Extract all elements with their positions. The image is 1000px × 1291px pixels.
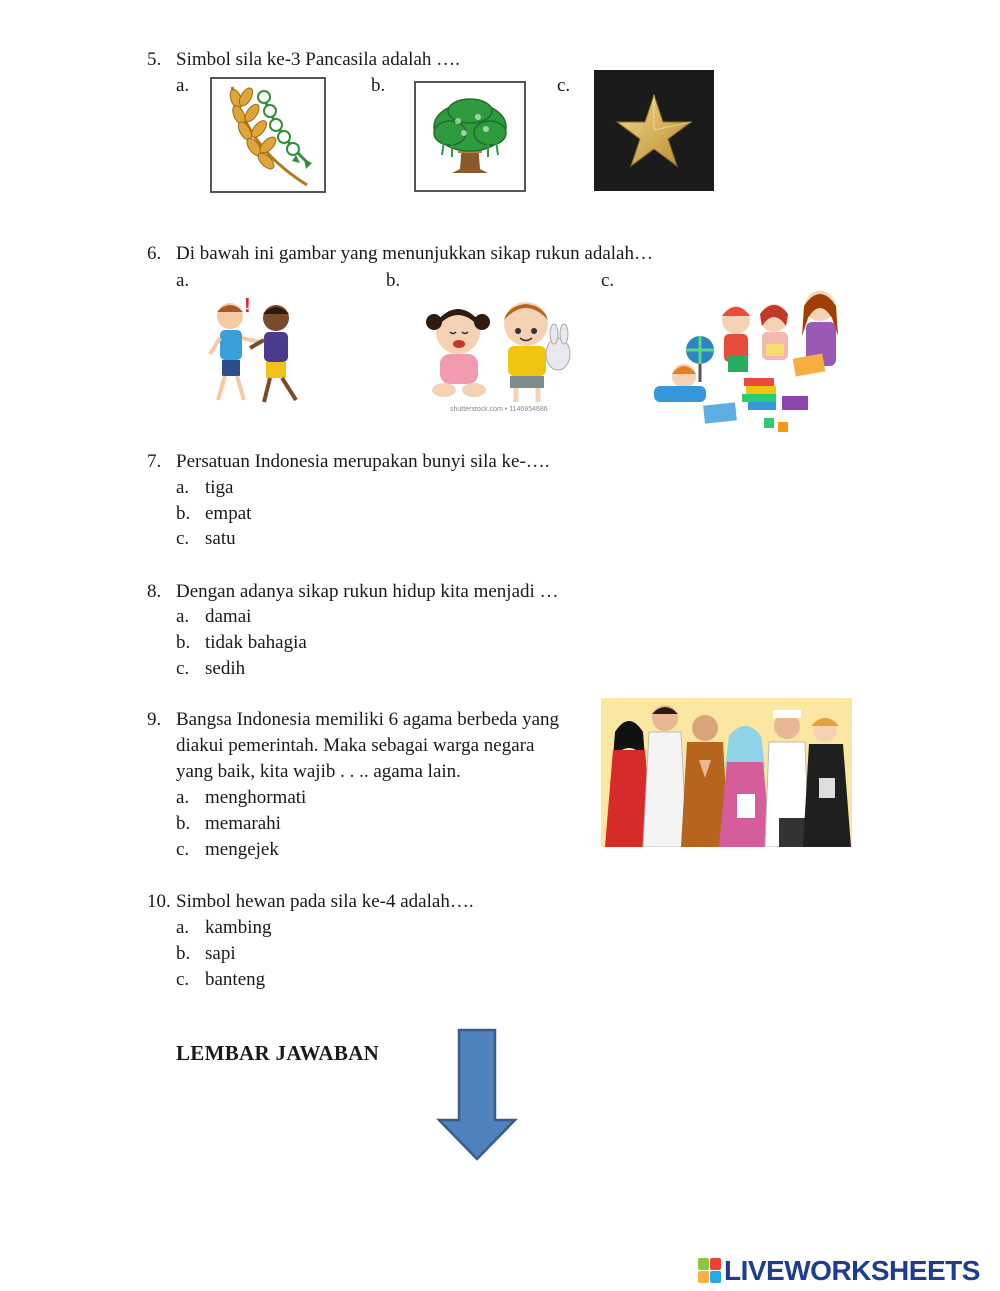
option-letter-a: a. [176, 787, 190, 808]
question-text: Simbol hewan pada sila ke-4 adalah…. [176, 891, 474, 912]
option-letter-b: b. [386, 270, 401, 291]
option-letter-a: a. [176, 917, 190, 938]
question-number: 10. [147, 891, 171, 912]
question-text-line-2: diakui pemerintah. Maka sebagai warga negara [176, 735, 535, 756]
option-b-text[interactable]: tidak bahagia [205, 632, 307, 653]
option-letter-b: b. [176, 943, 191, 964]
question-number: 7. [147, 451, 162, 472]
option-a-text[interactable]: menghormati [205, 787, 307, 808]
liveworksheets-logo[interactable] [698, 1255, 996, 1289]
option-a-image[interactable] [204, 292, 316, 408]
option-letter-a: a. [176, 606, 190, 627]
option-letter-b: b. [176, 503, 191, 524]
question-text: Simbol sila ke-3 Pancasila adalah …. [176, 49, 460, 70]
option-b-image[interactable] [414, 81, 526, 192]
question-text: Di bawah ini gambar yang menunjukkan sikap rukun adalah… [176, 243, 653, 264]
question-number: 5. [147, 49, 162, 70]
question-text-line-1: Bangsa Indonesia memiliki 6 agama berbeda yang [176, 709, 560, 730]
question-number: 8. [147, 581, 162, 602]
option-c-text[interactable]: banteng [205, 969, 266, 990]
question-text: Persatuan Indonesia merupakan bunyi sila ke-…. [176, 451, 550, 472]
religions-image [601, 698, 852, 847]
boys-fighting-illustration [204, 292, 316, 408]
option-c-image[interactable] [644, 278, 856, 444]
option-letter-a: a. [176, 270, 190, 291]
option-c-text[interactable]: mengejek [205, 839, 279, 860]
answer-sheet-heading: LEMBAR JAWABAN [176, 1041, 380, 1065]
option-letter-b: b. [176, 813, 191, 834]
option-b-image[interactable] [416, 292, 580, 418]
option-b-text[interactable]: memarahi [205, 813, 281, 834]
option-letter-c: c. [557, 75, 571, 96]
option-letter-c: c. [601, 270, 615, 291]
option-letter-a: a. [176, 477, 190, 498]
six-religions-people-illustration [601, 698, 852, 847]
down-arrow-icon [436, 1028, 518, 1162]
option-a-text[interactable]: tiga [205, 477, 234, 498]
option-a-text[interactable]: damai [205, 606, 252, 627]
bintang-emas-icon [594, 70, 714, 191]
option-letter-b: b. [176, 632, 191, 653]
padi-kapas-icon [212, 79, 324, 191]
option-b-text[interactable]: sapi [205, 943, 236, 964]
option-a-image[interactable] [210, 77, 326, 193]
kids-reading-together-illustration [644, 278, 856, 444]
option-letter-b: b. [371, 75, 386, 96]
question-number: 9. [147, 709, 162, 730]
option-letter-c: c. [176, 658, 190, 679]
question-text: Dengan adanya sikap rukun hidup kita menjadi … [176, 581, 559, 602]
option-letter-a: a. [176, 75, 190, 96]
pohon-beringin-icon [416, 83, 524, 190]
option-letter-c: c. [176, 839, 190, 860]
kids-crying-illustration [416, 292, 580, 404]
brand-name: LIVEWORKSHEETS [724, 1255, 980, 1286]
option-b-text[interactable]: empat [205, 503, 252, 524]
option-a-text[interactable]: kambing [205, 917, 272, 938]
image-caption: shutterstock.com • 1146954686 [450, 406, 548, 413]
option-letter-c: c. [176, 969, 190, 990]
question-text-line-3: yang baik, kita wajib . . .. agama lain. [176, 761, 461, 782]
question-number: 6. [147, 243, 162, 264]
option-c-image[interactable] [594, 70, 714, 191]
option-c-text[interactable]: sedih [205, 658, 246, 679]
option-letter-c: c. [176, 528, 190, 549]
svg-text:!: ! [244, 295, 251, 317]
option-c-text[interactable]: satu [205, 528, 236, 549]
